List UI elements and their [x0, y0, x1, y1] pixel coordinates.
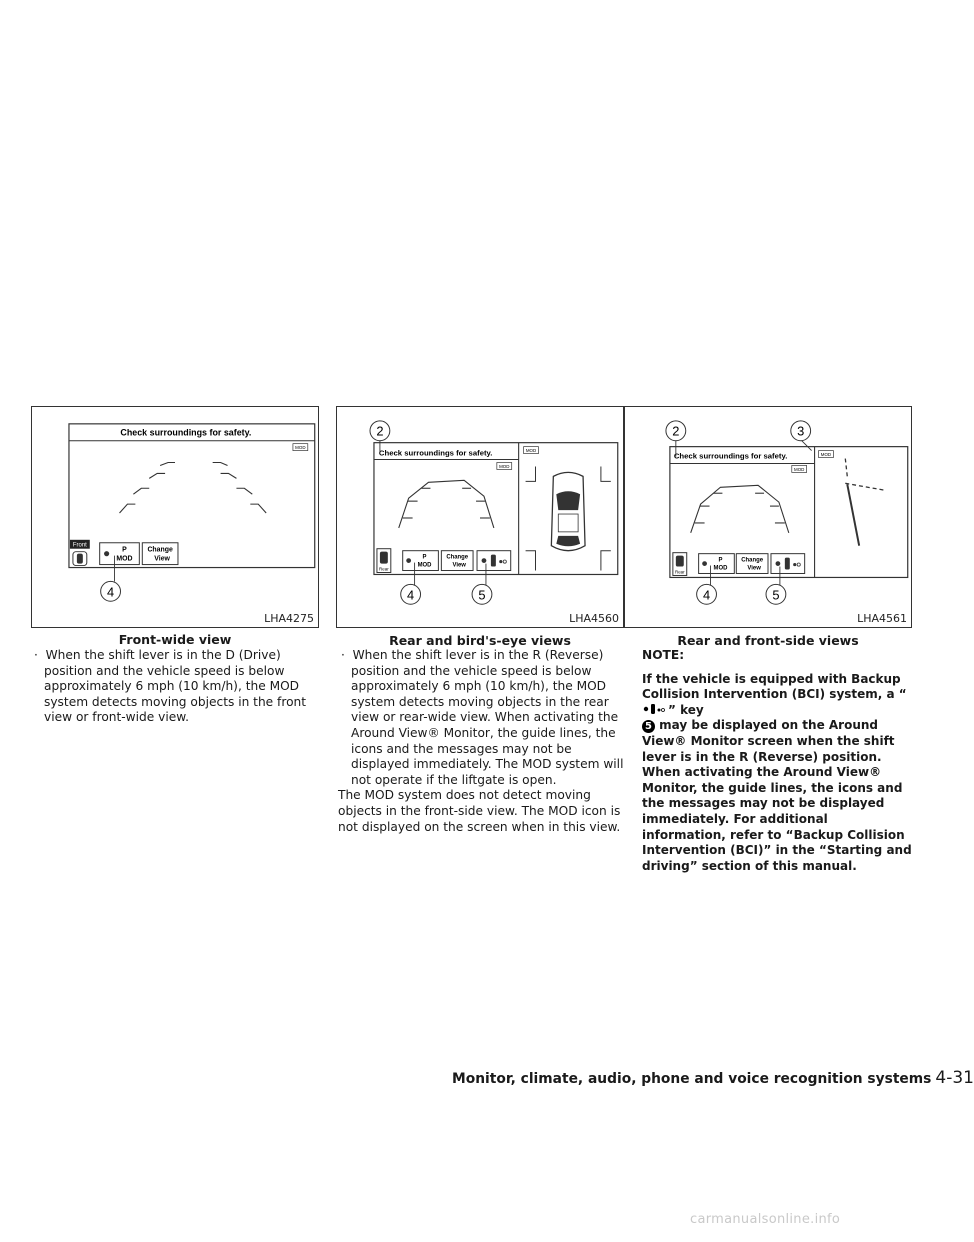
section-title: Monitor, climate, audio, phone and voice recognition systems	[452, 1071, 932, 1087]
svg-text:Change: Change	[741, 557, 764, 564]
watermark: carmanualsonline.info	[690, 1212, 841, 1227]
figure-code: LHA4560	[569, 612, 619, 625]
banner-text: Check surroundings for safety.	[120, 427, 252, 438]
svg-text:MOD: MOD	[713, 565, 728, 572]
callout-5: 5	[478, 587, 486, 603]
svg-text:View: View	[747, 565, 761, 572]
callout-2: 2	[376, 423, 384, 439]
guide-lines	[399, 480, 494, 528]
mod-tag: MOD	[295, 445, 306, 451]
svg-text:View: View	[452, 562, 466, 569]
svg-text:MOD: MOD	[417, 562, 432, 569]
svg-text:MOD: MOD	[499, 463, 510, 469]
callout-4: 4	[106, 584, 115, 600]
svg-text:Rear: Rear	[379, 566, 389, 572]
callout-5-icon: 5	[642, 720, 655, 733]
figure-code: LHA4275	[264, 612, 314, 625]
banner-text: Check surroundings for safety.	[673, 451, 788, 461]
paragraph: The MOD system does not detect moving objects in the front-side view. The MOD icon is not displayed on the screen when in this view.	[338, 788, 621, 834]
callout-2: 2	[672, 423, 680, 439]
svg-text:P: P	[122, 546, 127, 554]
callout-5: 5	[772, 587, 780, 603]
bullet-item: · When the shift lever is in the R (Reverse) position and the vehicle speed is below approximately 6 mph (10 km/h), the MOD system detects moving objects in the rear view or rear-wide view. When activating the Around View® Monitor, the guide lines, the icons and the messages may not be displayed immediately. The MOD system will not operate if the liftgate is open.	[341, 648, 624, 787]
figure-code: LHA4561	[857, 612, 907, 625]
rear-birdseye-illustration	[337, 407, 623, 627]
banner-text: Check surroundings for safety.	[378, 448, 493, 458]
car-top-view	[526, 466, 611, 570]
front-tag: Front	[72, 542, 87, 549]
figure-front-wide	[31, 406, 319, 628]
svg-text:MOD: MOD	[820, 452, 832, 458]
rear-frontside-illustration	[625, 407, 911, 627]
caption-rear-frontside: Rear and front-side views	[677, 633, 859, 648]
svg-text:P: P	[422, 554, 427, 561]
guide-lines	[120, 462, 267, 513]
note-body: If the vehicle is equipped with Backup Collision Intervention (BCI) system, a “” key 5 may be displayed on the Around View® Monitor screen when the shift lever is in the R (Reverse) position. When activating the Around View® Monitor, the guide lines, the icons and the messages may not be displayed immediately. For additional information, refer to “Backup Collision Intervention (BCI)” in the “Starting and driving” section of this manual.	[642, 671, 912, 873]
caption-front-wide: Front-wide view	[118, 632, 232, 647]
column-3	[642, 648, 914, 874]
front-side-guide-lines	[845, 459, 885, 546]
guide-lines	[691, 485, 789, 533]
svg-text:Change: Change	[446, 554, 469, 561]
front-wide-illustration	[32, 407, 318, 627]
callout-4: 4	[407, 587, 415, 603]
callout-4: 4	[702, 587, 711, 603]
caption-rear-birdseye: Rear and bird's-eye views	[389, 633, 571, 648]
svg-text:View: View	[154, 555, 170, 563]
column-1	[31, 648, 319, 726]
bullet-item: · When the shift lever is in the D (Drive) position and the vehicle speed is below approximately 6 mph (10 km/h), the MOD system detects moving objects in the front view or front-wide view.	[34, 648, 307, 725]
page-number: 4-31	[935, 1068, 974, 1088]
figure-rear-birdseye	[336, 406, 624, 628]
column-2	[338, 648, 626, 835]
bci-key-icon	[642, 703, 668, 715]
svg-text:MOD: MOD	[794, 466, 805, 472]
page-footer	[452, 1068, 974, 1088]
svg-text:MOD: MOD	[116, 555, 133, 563]
svg-text:MOD: MOD	[525, 448, 537, 454]
note-heading: NOTE:	[642, 648, 685, 662]
svg-text:P: P	[718, 557, 723, 564]
svg-text:Rear: Rear	[674, 569, 685, 575]
svg-text:Change: Change	[147, 546, 173, 554]
callout-3: 3	[797, 423, 805, 439]
figure-rear-frontside	[624, 406, 912, 628]
